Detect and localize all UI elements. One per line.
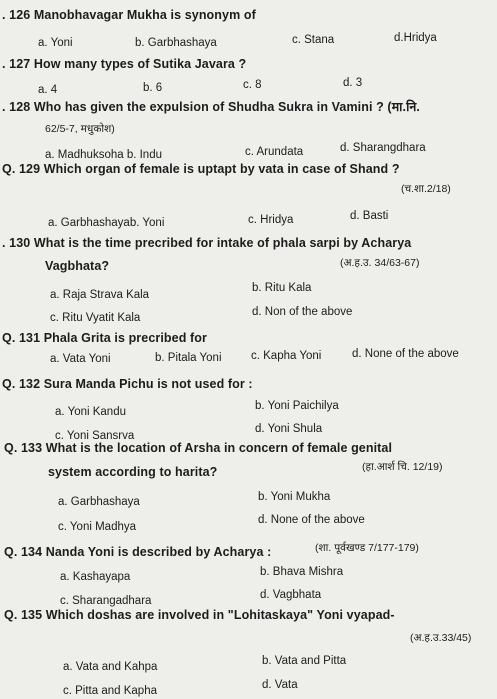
q134-option-c: c. Sharangadhara xyxy=(60,595,152,607)
q129-option-d: d. Basti xyxy=(350,210,389,222)
q133-option-a: a. Garbhashaya xyxy=(58,496,140,508)
question-130-ref: (अ.ह.उ. 34/63-67) xyxy=(340,257,420,269)
q131-option-d: d. None of the above xyxy=(352,348,459,360)
q133-option-b: b. Yoni Mukha xyxy=(258,491,331,503)
q128-option-d: d. Sharangdhara xyxy=(340,142,426,154)
q129-option-ab: a. Garbhashayab. Yoni xyxy=(48,217,165,229)
q130-option-d: d. Non of the above xyxy=(252,306,353,318)
question-129-ref: (च.शा.2/18) xyxy=(401,183,451,195)
q133-option-c: c. Yoni Madhya xyxy=(58,521,137,533)
question-128-line1: . 128 Who has given the expulsion of Shudha Sukra in Vamini ? (मा.नि. xyxy=(2,100,420,114)
q127-option-c: c. 8 xyxy=(243,79,262,91)
question-128-line2: 62/5-7, मधुकोश) xyxy=(45,123,115,135)
question-126: . 126 Manobhavagar Mukha is synonym of xyxy=(2,8,256,22)
q126-option-a: a. Yoni xyxy=(38,37,73,49)
q135-option-c: c. Pitta and Kapha xyxy=(63,685,157,697)
q135-option-a: a. Vata and Kahpa xyxy=(63,661,158,673)
q130-option-b: b. Ritu Kala xyxy=(252,282,312,294)
question-132: Q. 132 Sura Manda Pichu is not used for : xyxy=(2,377,253,391)
question-127: . 127 How many types of Sutika Javara ? xyxy=(2,57,247,71)
q126-option-b: b. Garbhashaya xyxy=(135,37,217,49)
q132-option-a: a. Yoni Kandu xyxy=(55,406,126,418)
question-129: Q. 129 Which organ of female is uptapt by vata in case of Shand ? xyxy=(2,162,400,176)
question-131: Q. 131 Phala Grita is precribed for xyxy=(2,331,207,345)
question-130-line1: . 130 What is the time precribed for intake of phala sarpi by Acharya xyxy=(2,236,412,250)
question-133-line1: Q. 133 What is the location of Arsha in concern of female genital xyxy=(4,441,393,455)
question-133-ref: (हा.आर्श चि. 12/19) xyxy=(362,461,443,473)
q134-option-d: d. Vagbhata xyxy=(260,589,322,601)
question-134: Q. 134 Nanda Yoni is described by Acharya : xyxy=(4,545,272,559)
q130-option-a: a. Raja Strava Kala xyxy=(50,289,150,301)
q134-option-a: a. Kashayapa xyxy=(60,571,131,583)
q131-option-c: c. Kapha Yoni xyxy=(251,350,322,362)
question-135: Q. 135 Which doshas are involved in "Lohitaskaya" Yoni vyapad- xyxy=(4,608,395,622)
q127-option-d: d. 3 xyxy=(343,77,363,89)
question-134-ref: (शा. पूर्वखण्ड 7/177-179) xyxy=(315,542,419,554)
q135-option-d: d. Vata xyxy=(262,679,298,691)
q135-option-b: b. Vata and Pitta xyxy=(262,655,347,667)
q126-option-d: d.Hridya xyxy=(394,32,437,44)
q128-option-ab: a. Madhuksoha b. Indu xyxy=(45,149,162,161)
q128-option-c: c. Arundata xyxy=(245,146,304,158)
q134-option-b: b. Bhava Mishra xyxy=(260,566,344,578)
q131-option-a: a. Vata Yoni xyxy=(50,353,111,365)
q132-option-b: b. Yoni Paichilya xyxy=(255,400,339,412)
q132-option-c: c. Yoni Sansrva xyxy=(55,430,135,442)
q127-option-b: b. 6 xyxy=(143,82,163,94)
question-133-line2: system according to harita? xyxy=(48,465,218,479)
q127-option-a: a. 4 xyxy=(38,84,58,96)
q131-option-b: b. Pitala Yoni xyxy=(155,352,222,364)
q129-option-c: c. Hridya xyxy=(248,214,294,226)
q126-option-c: c. Stana xyxy=(292,34,335,46)
question-130-line2: Vagbhata? xyxy=(45,259,110,273)
q132-option-d: d. Yoni Shula xyxy=(255,423,323,435)
q130-option-c: c. Ritu Vyatit Kala xyxy=(50,312,141,324)
question-135-ref: (अ.ह.उ.33/45) xyxy=(410,632,472,644)
q133-option-d: d. None of the above xyxy=(258,514,365,526)
